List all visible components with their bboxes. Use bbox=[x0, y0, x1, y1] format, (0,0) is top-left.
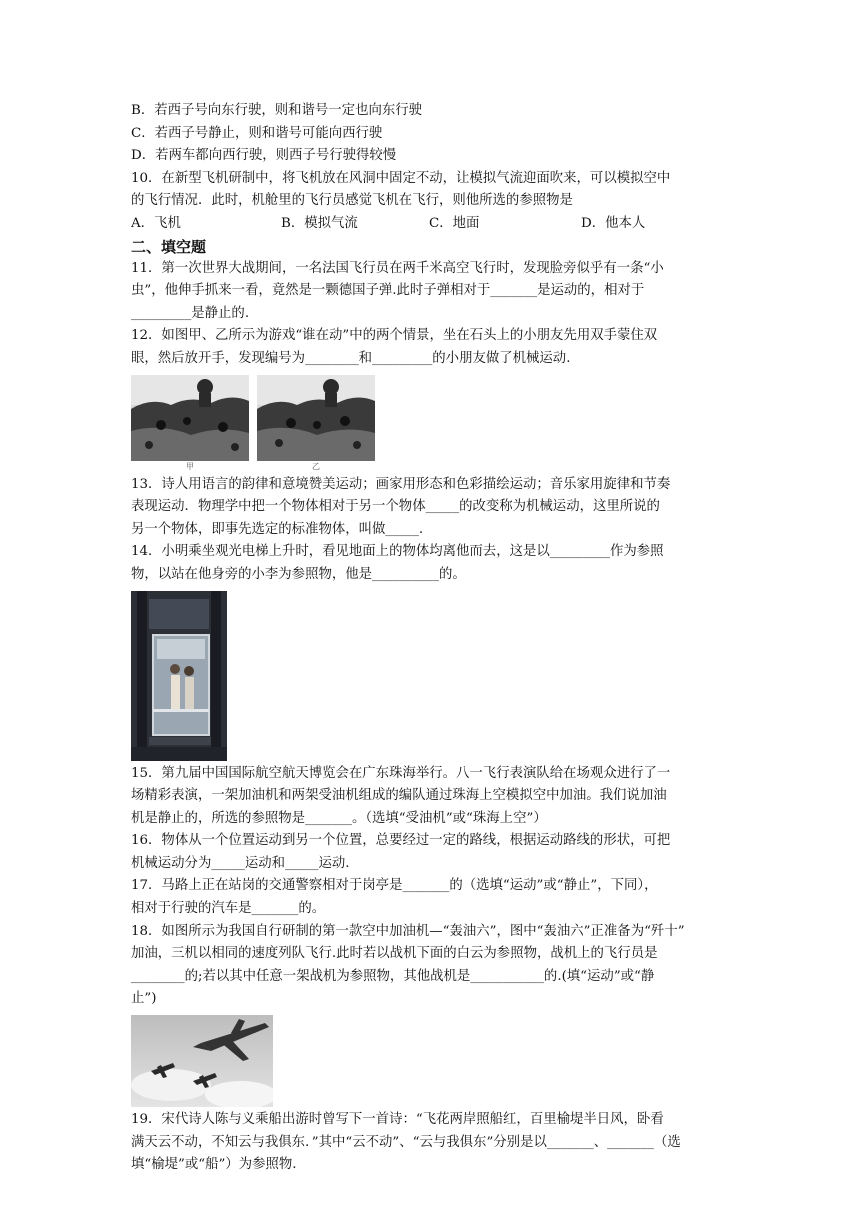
text-line: 的飞行情况．此时，机舱里的飞行员感觉飞机在飞行，则他所选的参照物是 bbox=[131, 193, 573, 209]
q10-option-b: B．模拟气流 bbox=[281, 215, 358, 231]
figure-12-panel-jia bbox=[131, 375, 249, 472]
kids-game-photo-yi bbox=[257, 375, 375, 461]
text-line: 机械运动分为_____运动和_____运动. bbox=[131, 855, 350, 871]
text-line: ________的;若以其中任意一架战机为参照物，其他战机是___________的.(填“运动”或“静 bbox=[131, 968, 655, 984]
text-line: 16．物体从一个位置运动到另一个位置，总要经过一定的路线，根据运动路线的形状，可把 bbox=[131, 833, 671, 849]
document-page bbox=[131, 100, 731, 1177]
text-line: 19．宋代诗人陈与义乘船出游时曾写下一首诗：“飞花两岸照船红，百里榆堤半日风，卧看 bbox=[131, 1112, 664, 1128]
text-line: 机是静止的，所选的参照物是_______。（选填“受油机”或“珠海上空”） bbox=[131, 810, 547, 826]
text-line: B．若西子号向东行驶，则和谐号一定也向东行驶 bbox=[131, 103, 423, 118]
figure-12 bbox=[131, 375, 731, 472]
figure-14 bbox=[131, 591, 731, 761]
q10-option-c: C．地面 bbox=[429, 215, 480, 231]
text-line: 加油，三机以相同的速度列队飞行.此时若以战机下面的白云为参照物，战机上的飞行员是 bbox=[131, 946, 658, 962]
text-line: 表现运动．物理学中把一个物体相对于另一个物体_____的改变称为机械运动，这里所说的 bbox=[131, 499, 660, 515]
text-line: 填“榆堤”或“船”）为参照物. bbox=[131, 1157, 297, 1173]
kids-game-photo-jia bbox=[131, 375, 249, 461]
text-line: 满天云不动，不知云与我俱东．”其中“云不动”、“云与我俱东”分别是以_______、_______（选 bbox=[131, 1134, 681, 1150]
figure-caption: 甲 bbox=[186, 461, 194, 471]
text-line: _________是静止的. bbox=[131, 305, 250, 321]
text-line: 止”) bbox=[131, 991, 157, 1007]
figure-12-panel-yi bbox=[257, 375, 375, 472]
text-line: 17．马路上正在站岗的交通警察相对于岗亭是_______的（选填“运动”或“静止”，下同）， bbox=[131, 878, 658, 894]
text-line: D．若两车都向西行驶，则西子号行驶得较慢 bbox=[131, 148, 397, 164]
figure-18 bbox=[131, 1015, 731, 1107]
text-line: 虫”，他伸手抓来一看，竟然是一颗德国子弹.此时子弹相对于_______是运动的，相对于 bbox=[131, 283, 645, 299]
q10-option-d: D．他本人 bbox=[581, 215, 646, 231]
text-line: 11．第一次世界大战期间，一名法国飞行员在两千米高空飞行时，发现脸旁似乎有一条“小 bbox=[131, 260, 664, 276]
figure-caption: 乙 bbox=[312, 461, 320, 471]
text-line: 物，以站在他身旁的小李为参照物，他是__________的。 bbox=[131, 566, 466, 582]
text-line: 眼，然后放开手，发现编号为________和_________的小朋友做了机械运动. bbox=[131, 350, 571, 366]
text-line: 12．如图甲、乙所示为游戏“谁在动”中的两个情景，坐在石头上的小朋友先用双手蒙住双 bbox=[131, 328, 658, 344]
section-title: 二、填空题 bbox=[131, 237, 207, 256]
text-line: 18．如图所示为我国自行研制的第一款空中加油机—“轰油六”，图中“轰油六”正准备为“歼十” bbox=[131, 923, 685, 939]
text-line: 14．小明乘坐观光电梯上升时，看见地面上的物体均离他而去，这是以_________作为参照 bbox=[131, 544, 664, 560]
text-line: 另一个物体，即事先选定的标准物体，叫做_____. bbox=[131, 521, 424, 537]
q10-options bbox=[131, 213, 731, 236]
text-line: C．若西子号静止，则和谐号可能向西行驶 bbox=[131, 125, 383, 141]
text-line: 相对于行驶的汽车是_______的。 bbox=[131, 901, 326, 917]
text-line: 场精彩表演，一架加油机和两架受油机组成的编队通过珠海上空模拟空中加油。我们说加油 bbox=[131, 788, 667, 804]
sightseeing-elevator-photo bbox=[131, 591, 227, 761]
text-line: 15．第九届中国国际航空航天博览会在广东珠海举行。八一飞行表演队给在场观众进行了一 bbox=[131, 765, 671, 781]
text-line: 10．在新型飞机研制中，将飞机放在风洞中固定不动，让模拟气流迎面吹来，可以模拟空中 bbox=[131, 170, 671, 186]
q10-option-a: A．飞机 bbox=[131, 215, 181, 231]
refueling-aircraft-photo bbox=[131, 1015, 273, 1107]
text-line: 13．诗人用语言的韵律和意境赞美运动；画家用形态和色彩描绘运动；音乐家用旋律和节奏 bbox=[131, 476, 671, 492]
